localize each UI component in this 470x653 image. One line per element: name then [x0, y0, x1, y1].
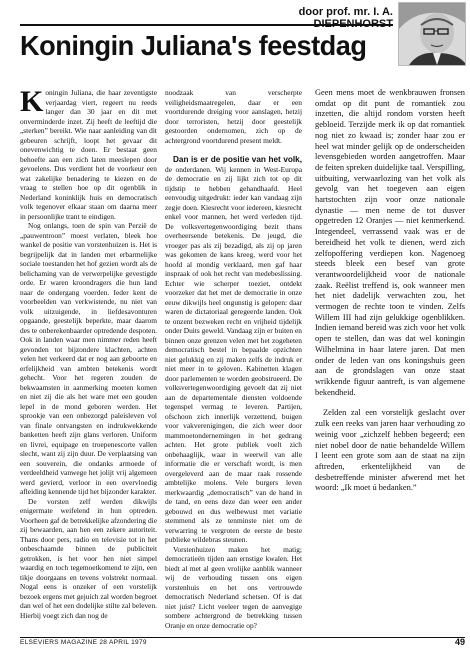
- paragraph: Vorstenhuizen maken het matig; democratieën tijden aan ernstige kwalen. Het biedt al met al geen vrolijke aanblik wanneer wij de verhouding tussen ons eigen vorstenhuis en het ons vertrouwde democratisch Nederland schetsen. Of is dat niet juist? Licht veeleer tegen de aanvegige sombere achtergrond de betrekking tussen Oranje en onze democratie op?: [165, 544, 302, 630]
- drop-cap: K: [20, 85, 44, 118]
- column-1: [20, 85, 157, 620]
- paragraph: De vorsten zelf werden dikwijls enigermate weifelend in hun optreden. Voorheen gaf de betrekkelijke afzondering die zij bewaarden, aan hen een zekere autoriteit. Thans door pers, radio en televisie tot in het onbeschaamde binnen de publiciteit getrokken, is het voor hen niet simpel waardig en toch tegemoetkomend te zijn, een tikje doorgaans en tevens volstrekt normaal. Nogal eens is onzeker of een vorstelijk bezoek ergens met gejuich zal worden begroet dan wel of het een dodelijke stilte zal beleven. Hierbij voegt zich dan nog de: [20, 496, 157, 620]
- byline-rule: [20, 24, 393, 26]
- footer-rule: [20, 637, 465, 638]
- column-2: [165, 88, 302, 630]
- paragraph: Nog onlangs, toen de spin van Perzië de „pauwentroon” moest verlaten, bleek hoe wankel de positie van vorstenhuizen is. Het is begrijpelijk dat in landen met erbarmelijke sociale toestanden het hof gezien wordt als de belichaming van de verwerpelijke gevestigde orde. Er waren kroondragers die hun land naar de ondergang voerden. Ieder kent de voorbeelden van verkwistende, nu niet van volk uitzuigende, in liefdesavonturen opgaande, geestelijk beperkte, maar daarom des te onberekenbaarder optredende despoten. Ook in landen waar men nimmer reden heeft gevonden tot bijzondere klachten, achten velen het verkeerd dat er nog aan geboorte en erfelijkheid van ambten betekenis wordt gehecht. Voor het regeren zouden de bekwaamsten in aanmerking moeten komen en niet zij die als het ware met een gouden lepel in de mond geboren werden. Het sprookje van een onbezorgd paleisleven vol van finale ontvangsten en indrukwekkende banketten heeft zijn glans verloren. Uniform en livrei, equipage en troepenescorte vallen slecht, want zij zijn duur. De verplaatsing van een souverein, die ondanks armoede of verdeeldheid vanwege het jolijt vrij algemeen werd gevierd, verloor in een overvloedig afleiding kennende tijd het bijzonder karakter.: [20, 221, 157, 496]
- byline: door prof. mr. I. A.: [298, 6, 393, 18]
- paragraph-with-subhead: [165, 155, 302, 545]
- paragraph: Zelden zal een vorstelijk geslacht over zulk een reeks van jaren haar verhouding zo weinig voor „zichzelf hebben begeerd; een niet nobel door de natie behandelde Willem I leent een grote som aan de staat na zijn aftreden, erkentelijkheid van de desbetreffende minister afwerend met het woord: „Ik moet ú bedanken.”: [315, 408, 465, 493]
- paragraph: noodzaak van verscherpte veiligheidsmaatregelen, daar er een voortdurende dreiging voor aanslagen, hetzij door terroristen, hetzij door geestelijk gestoorden ondernomen, zich op de achtergrond voortdurend present meldt.: [165, 88, 302, 145]
- footer-publication: ELSEVIERS MAGAZINE 28 APRIL 1979: [20, 639, 147, 646]
- paragraph: Geen mens moet de wenkbrauwen fronsen omdat op dit punt de romantiek zou inzetten, die altijd rondom vorsten heeft gebloeid. Terzijde merk ik op dat romantiek nog niet zo kwaad is; zonder haar zou er heel wat minder gelijk op de onderscheiden levensgebieden worden aangetroffen. Maar de feiten spreken duidelijke taal. Verspilling, uitbuiting, verwaarlozing van het volk als gevolg van het toegeven aan eigen hartstochten zijn voor onze nationale dynastie — men neme de tot dusver opgetreden 12 Oranjes — niet kenmerkend. Integendeel, verrassend vaak was er de bereidheid het volk te dienen, werd zich zelfopoffering verdiepen kon. Nagenoeg steeds bleek een besef van grote verantwoordelijkheid voor de nationale zaak. Reëlist treffend is, ook wanneer men het niet dadelijk verwachten zou, het vermogen de rechte toon te vinden. Zelfs Willem III had zijn gelukkige ogenblikken. Indien iemand bereid was zich voor het volk open te stellen, dan was dat wel koningin Wilhelmina in haar latere jaren. Dat men onder de leden van ons koningshuis geen aan de grondslagen van onze staat wrikkende figuur aantreft, is van algemene bekendheid.: [315, 88, 465, 397]
- column-3: [315, 88, 465, 494]
- intro-text: oningin Juliana, die haar zeventigste verjaardag viert, regeert nu reeds langer dan 30 jaar en dit met onverminderde inzet. Zij heeft de leeftijd die „sterken” bereikt. Wie naar aanleiding van dit gebeuren schrijft, loopt het gevaar dit onevenwichtig te doen. Er bestaat geen behoefte aan een zich laten meeslepen door gevoelens. Dus verdient het de voorkeur een wat zakelijke benadering te kiezen en de vraag te stellen hoe op dit ogenblik in Nederland koninklijk huis en democratisch volk tegenover elkaar staan om daarna meer in persoonlijke trant te eindigen.: [20, 88, 157, 221]
- author-portrait: [398, 2, 466, 66]
- paragraph-text: de onderdanen. Wij kennen in West-Europa de democratie en zij lijkt zich tot op dit tijdstip te hebben gehandhaafd. Heel eenvoudig uitgedrukt: ieder kan vandaag zijn zegje doen. Kiesrecht voor iedereen, kiesrecht enkel voor mannen, het werd verleden tijd. De volksvertegenwoordiging bezit thans overheersende betekenis. De jeugd, die vroeger pas als zij bezadigd, als zij op jaren was gekomen de kans kreeg, werd voor het hoofd al mondig verklaard, men gaf haar inspraak of ook het recht van medebeslissing. Echter wie scherper toeziet, ontdekt voorzeker dat het met de democratie in onze eeuw dikwijls heel ongunstig is gelopen: daar waren de dictatoriaal geregeerde landen. Ook te onzent bezweken recht en vrijheid tijdelijk onder Duits geweld. Vandaag zijn er buiten en binnen onze grenzen velen met het zogeheten democratisch bestel in bepaalde opzichten niet gelukkig en zij maken zelfs de indruk er niet meer in te geloven. Kabinetten klagen door parlementen te worden geobstrueerd. De volksvertegenwoordiging gevoelt dat zij niet aan de departementale diensten voldoende tegenspel vermag te leveren. Partijen, ofschoon zich innerlijk verzettend, buigen voor vakverenigingen, die zich weer door mammoetondernemingen in het gedrang achten. Het grote publiek voelt zich onbehaaglijk, waar in weerwil van alle informatie die er verschaft wordt, is men overgeleverd aan de maar raak rossende ambtelijke molens. Vele burgers leven merkwaardig „democratisch” van de hand in de tand, en eens deze dan weer een ander gebouwd en dus welbewust met variatie stemmend als ze tenminste niet om de verwarring te vergroten de eerste de beste publieke wildebras steunen.: [165, 164, 302, 544]
- section-subhead: Dan is er de positie van het volk,: [173, 155, 302, 164]
- portrait-photo: [399, 3, 465, 65]
- intro-paragraph: [20, 85, 157, 221]
- page-number: 49: [454, 637, 465, 647]
- headline: Koningin Juliana's feestdag: [20, 30, 367, 61]
